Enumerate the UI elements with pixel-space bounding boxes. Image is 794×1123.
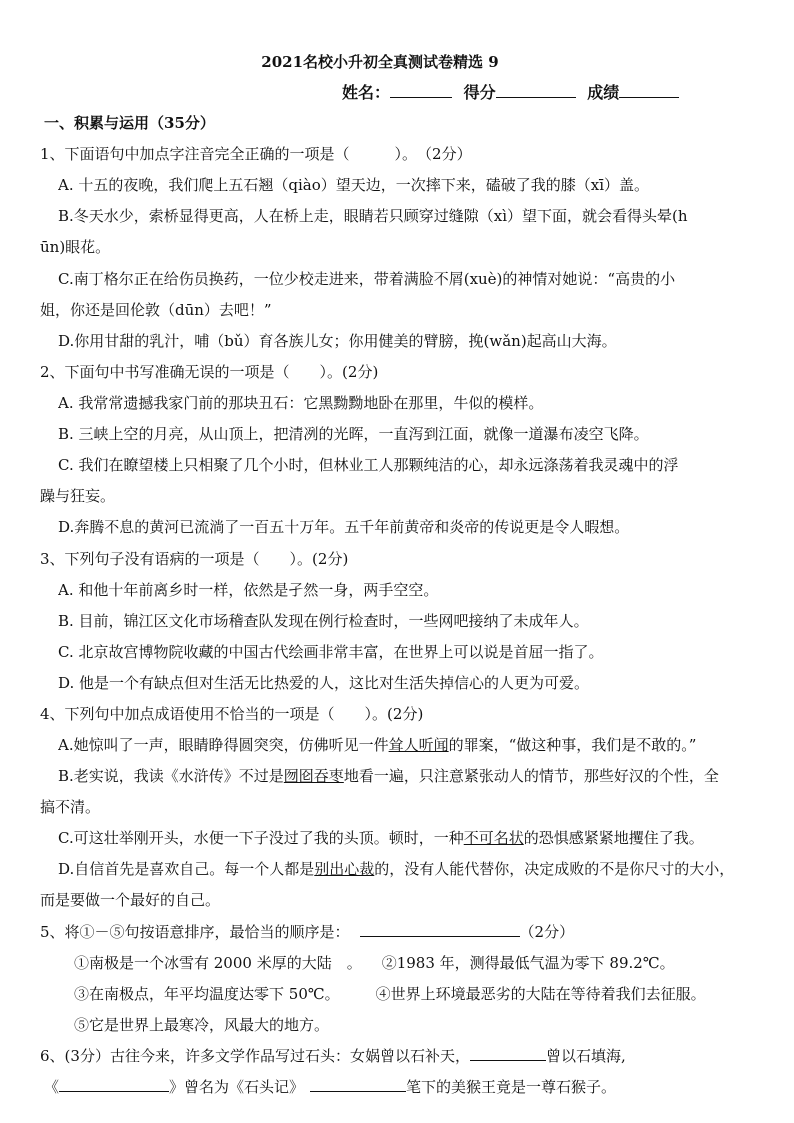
question-6-blank-2[interactable] — [59, 1075, 169, 1092]
question-4-option-c — [58, 823, 780, 853]
option-c-text-before: C.可这壮举刚开头，水便一下子没过了我的头顶。顿时，一种 — [58, 829, 464, 847]
question-3-stem: 3、下列句子没有语病的一项是（ ）。(2分) — [40, 550, 349, 568]
sentence-3: ③在南极点，年平均温度达零下 50℃。 — [74, 985, 340, 1003]
score-blank[interactable] — [496, 83, 576, 98]
question-6-line-2 — [44, 1072, 784, 1102]
question-2-option-d: D.奔腾不息的黄河已流淌了一百五十万年。五千年前黄帝和炎帝的传说更是令人暇想。 — [58, 518, 630, 536]
option-b-text-after: 地看一遍，只注意紧张动人的情节，那些好汉的个性，全 — [343, 767, 719, 785]
question-1-option-d: D.你用甘甜的乳汁，哺（bǔ）育各族儿女；你用健美的臂膀，挽(wǎn)起高山大海。 — [58, 332, 617, 350]
sentence-5: ⑤它是世界上最寒冷，风最大的地方。 — [74, 1016, 330, 1034]
question-1-stem: 1、下面语句中加点字注音完全正确的一项是（ ）。 （2分） — [40, 145, 472, 163]
question-4-option-d — [58, 854, 780, 884]
question-5-sentence-row-3 — [74, 1010, 774, 1040]
question-5-stem-line — [40, 917, 780, 947]
question-4-option-a — [58, 730, 780, 760]
question-4-option-b-cont: 搞不清。 — [40, 798, 101, 816]
question-1-option-a: A. 十五的夜晚，我们爬上五石翘（qiào）望天边，一次摔下来，磕破了我的膝（xī）盖。 — [58, 176, 650, 194]
score-label: 得分 — [463, 83, 496, 102]
option-a-text-before: A.她惊叫了一声，眼睛睁得圆突突，仿佛听见一件 — [58, 736, 389, 754]
question-1-option-b: B.冬天水少，索桥显得更高，人在桥上走，眼睛若只顾穿过缝隙（xì）望下面，就会看得头晕(h — [58, 207, 688, 225]
question-5-stem: 5、将①－⑤句按语意排序，最恰当的顺序是： — [40, 923, 350, 941]
question-6-blank-1[interactable] — [470, 1044, 546, 1061]
sentence-1: ①南极是一个冰雪有 2000 米厚的大陆 。 — [74, 954, 362, 972]
question-4-stem: 4、下列句中加点成语使用不恰当的一项是（ ）。(2分) — [40, 705, 424, 723]
question-6-blank-3[interactable] — [310, 1075, 406, 1092]
option-d-text-before: D.自信首先是喜欢自己。每一个人都是 — [58, 860, 315, 878]
option-c-text-after: 的恐惧感紧紧地攫住了我。 — [523, 829, 704, 847]
question-1-option-c-cont: 姐，你还是回伦敦（dūn）去吧！” — [40, 301, 272, 319]
question-2-option-c-cont: 躁与狂妄。 — [40, 487, 116, 505]
question-6-text-1: 6、(3分）古往今来，许多文学作品写过石头：女娲曾以石补天， — [40, 1047, 470, 1065]
question-3-option-d: D. 他是一个有缺点但对生活无比热爱的人，这比对生活失掉信心的人更为可爱。 — [58, 674, 590, 692]
question-3-option-a: A. 和他十年前离乡时一样，依然是孑然一身，两手空空。 — [58, 581, 439, 599]
exam-title: 2021名校小升初全真测试卷精选 9 — [261, 53, 499, 71]
question-4-option-b — [58, 761, 780, 791]
option-a-text-after: 的罪案，“做这种事，我们是不敢的。” — [448, 736, 697, 754]
question-1-option-c: C.南丁格尔正在给伤员换药，一位少校走进来，带着满脸不屑(xuè)的神情对她说：“高贵的小 — [58, 270, 676, 288]
question-6-open-bracket: 《 — [44, 1078, 60, 1096]
option-b-text-before: B.老实说，我读《水浒传》不过是 — [58, 767, 284, 785]
question-6-text-4: 笔下的美猴王竟是一尊石猴子。 — [406, 1078, 617, 1096]
question-3-option-b: B. 目前，锦江区文化市场稽查队发现在例行检查时，一些网吧接纳了未成年人。 — [58, 612, 589, 630]
question-2-option-b: B. 三峡上空的月亮，从山顶上，把清冽的光晖，一直泻到江面，就像一道瀑布凌空飞降。 — [58, 425, 649, 443]
option-b-idiom: 囫囵吞枣 — [283, 767, 344, 785]
question-3-option-c: C. 北京故宫博物院收藏的中国古代绘画非常丰富，在世界上可以说是首屈一指了。 — [58, 643, 604, 661]
option-d-idiom: 别出心裁 — [314, 860, 375, 878]
option-c-idiom: 不可名状 — [463, 829, 524, 847]
sentence-4: ④世界上环境最恶劣的大陆在等待着我们去征服。 — [375, 985, 706, 1003]
question-6-text-3: 》曾名为《石头记》 — [169, 1078, 305, 1096]
question-2-stem: 2、下面句中书写准确无误的一项是（ ）。(2分) — [40, 363, 379, 381]
name-label: 姓名： — [342, 83, 391, 102]
student-info-line — [342, 80, 679, 103]
grade-label: 成绩 — [587, 83, 620, 102]
option-a-idiom: 耸人听闻 — [388, 736, 449, 754]
question-5-points: （2分） — [519, 923, 575, 941]
question-4-option-d-cont: 而是要做一个最好的自己。 — [40, 891, 221, 909]
question-5-sentence-row-2 — [74, 979, 774, 1009]
question-2-option-c: C. 我们在瞭望楼上只相聚了几个小时，但林业工人那颗纯洁的心，却永远涤荡着我灵魂中的浮 — [58, 456, 679, 474]
option-d-text-after: 的，没有人能代替你，决定成败的不是你尺寸的大小， — [374, 860, 735, 878]
question-6-text-2: 曾以石填海, — [545, 1047, 626, 1065]
section-heading: 一、积累与运用（35分） — [44, 114, 215, 132]
question-1-option-b-cont: ūn)眼花。 — [40, 238, 111, 256]
question-2-option-a: A. 我常常遗撼我家门前的那块丑石：它黑黝黝地卧在那里，牛似的模样。 — [58, 394, 544, 412]
question-5-answer-blank[interactable] — [360, 920, 520, 937]
name-blank[interactable] — [390, 83, 452, 98]
sentence-2: ②1983 年，测得最低气温为零下 89.2℃。 — [381, 954, 675, 972]
question-5-sentence-row-1 — [74, 948, 774, 978]
question-6-line-1 — [40, 1041, 780, 1071]
grade-blank[interactable] — [619, 83, 679, 98]
